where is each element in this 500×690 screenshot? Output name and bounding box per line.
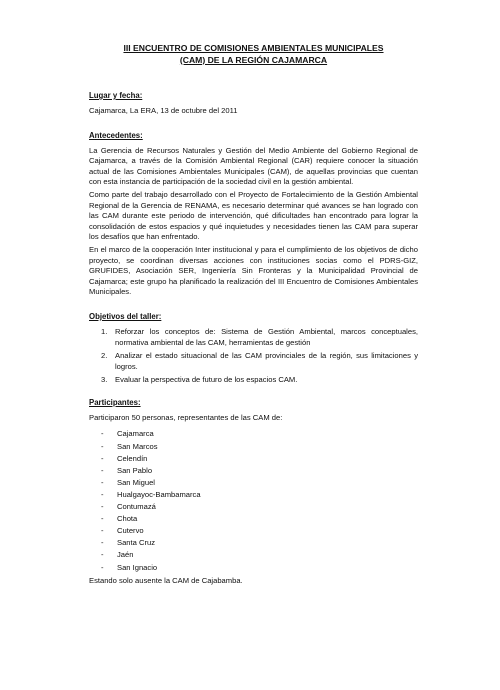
dash-bullet: - [101, 453, 104, 463]
section-heading-objetivos: Objetivos del taller: [89, 311, 162, 321]
objectives-list [89, 327, 418, 386]
document-title [89, 43, 418, 66]
place-name: Santa Cruz [117, 538, 155, 548]
list-item [101, 428, 418, 440]
place-name: San Ignacio [117, 562, 158, 572]
title-line-1: III ENCUENTRO DE COMISIONES AMBIENTALES MUNICIPALES [123, 43, 384, 53]
lugar-text: Cajamarca, La ERA, 13 de octubre del 2011 [89, 106, 238, 115]
places-list [89, 428, 418, 573]
antecedentes-paragraph: La Gerencia de Recursos Naturales y Gestión del Medio Ambiente del Gobierno Regional de Cajamarca, a través de la Comisión Ambiental Regional (CAR) requiere conocer la situación actual de las Comisiones Ambientales Municipales (CAM), de aquellas provincias que cuentan con esta instancia de participación de la sociedad civil en la gestión ambiental. [89, 145, 418, 187]
participantes-closing: Estando solo ausente la CAM de Cajabamba. [89, 575, 243, 585]
objective-item [101, 375, 418, 386]
place-name: Chota [117, 514, 138, 524]
objective-item [101, 327, 418, 348]
place-name: San Miguel [117, 477, 155, 487]
list-item [101, 453, 418, 465]
list-item [101, 441, 418, 453]
title-line-2: (CAM) DE LA REGIÓN CAJAMARCA [179, 54, 328, 65]
dash-bullet: - [101, 550, 104, 560]
place-name: Cajamarca [117, 429, 154, 439]
dash-bullet: - [101, 465, 104, 475]
antecedentes-paragraph: En el marco de la cooperación Inter institucional y para el cumplimiento de los objetivos de dicho proyecto, se coordinan diversas acciones con instituciones socias como el PDRS-GIZ, GRUFIDES, Asociación SER, Ingeniería Sin Fronteras y la Municipalidad Provincial de Cajamarca; este grupo ha planificado la realización del III Encuentro de Comisiones Ambientales Municipales. [89, 244, 418, 297]
section-participantes [89, 397, 418, 586]
participantes-intro: Participaron 50 personas, representantes de las CAM de: [89, 412, 283, 422]
place-name: Celendín [117, 453, 148, 463]
section-objetivos [89, 311, 418, 386]
list-item [101, 465, 418, 477]
objective-number: 2. [101, 351, 108, 361]
place-name: Hualgayoc-Bambamarca [117, 489, 201, 499]
objective-text: Reforzar los conceptos de: Sistema de Gestión Ambiental, marcos conceptuales, normativa ambiental de las CAM, herramientas de gestión [115, 326, 418, 347]
dash-bullet: - [101, 514, 104, 524]
objective-text: Evaluar la perspectiva de futuro de los espacios CAM. [115, 375, 298, 385]
dash-bullet: - [101, 538, 104, 548]
list-item [101, 549, 418, 561]
objective-item [101, 351, 418, 372]
objective-number: 3. [101, 375, 108, 385]
section-antecedentes [89, 130, 418, 298]
antecedentes-paragraph: Como parte del trabajo desarrollado con el Proyecto de Fortalecimiento de la Gestión Ambiental Regional de la Gerencia de RENAMA, es necesario determinar qué avances se han logrado con las CAM durante este periodo de intervención, qué dificultades han encontrado para lograr la consolidación de estos espacios y qué inquietudes y necesidades tienen las CAM para superar los desafíos que han enfrentado. [89, 189, 418, 242]
dash-bullet: - [101, 429, 104, 439]
place-name: Contumazá [117, 502, 156, 512]
place-name: Jaén [117, 550, 134, 560]
place-name: San Marcos [117, 441, 158, 451]
list-item [101, 513, 418, 525]
list-item [101, 537, 418, 549]
objective-text: Analizar el estado situacional de las CAM provinciales de la región, sus limitaciones y logros. [115, 351, 418, 371]
dash-bullet: - [101, 477, 104, 487]
list-item [101, 501, 418, 513]
section-lugar [89, 90, 418, 117]
dash-bullet: - [101, 441, 104, 451]
list-item [101, 562, 418, 574]
section-heading-lugar: Lugar y fecha: [89, 91, 143, 100]
dash-bullet: - [101, 502, 104, 512]
list-item [101, 477, 418, 489]
section-heading-participantes: Participantes: [89, 397, 141, 407]
place-name: Cutervo [117, 526, 144, 536]
list-item [101, 525, 418, 537]
dash-bullet: - [101, 526, 104, 536]
dash-bullet: - [101, 562, 104, 572]
list-item [101, 489, 418, 501]
section-heading-antecedentes: Antecedentes: [89, 130, 143, 140]
place-name: San Pablo [117, 465, 153, 475]
dash-bullet: - [101, 489, 104, 499]
objective-number: 1. [101, 326, 108, 336]
